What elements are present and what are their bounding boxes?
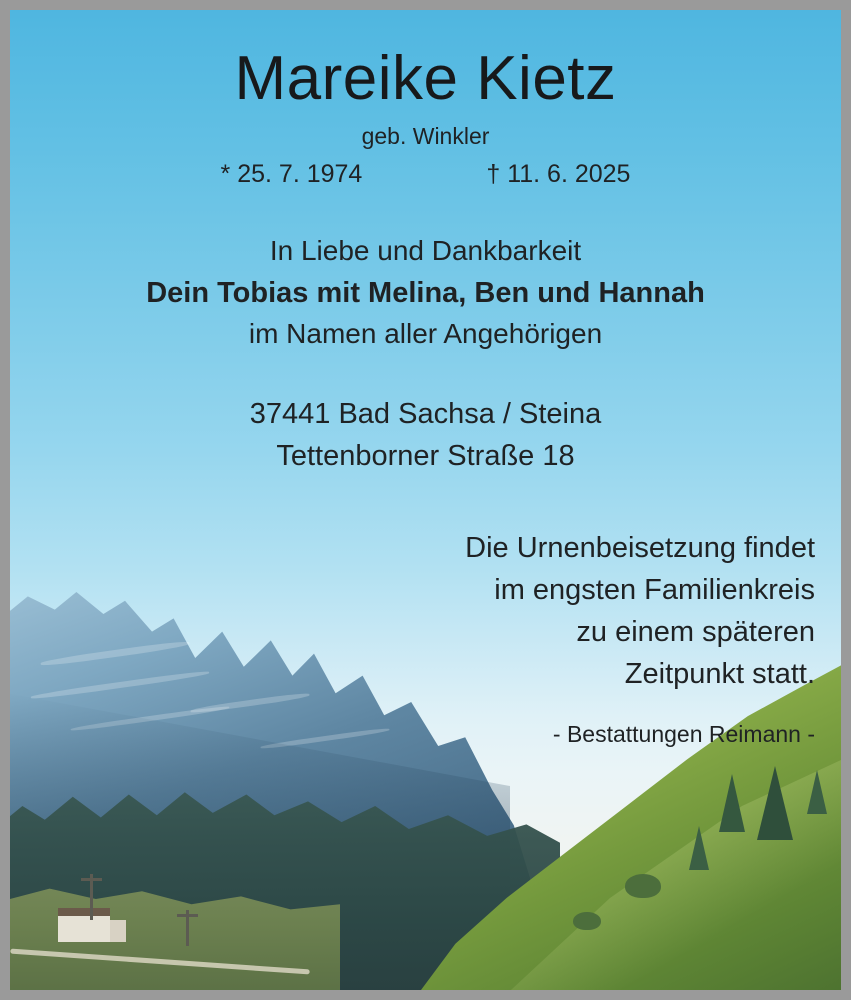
tribute-line-1: In Liebe und Dankbarkeit [269, 235, 582, 267]
funeral-line-1: Die Urnenbeisetzung findet [465, 531, 815, 564]
tribute-line-3: im Namen aller Angehörigen [248, 317, 603, 349]
death-date: † 11. 6. 2025 [486, 160, 631, 189]
tribute-line-2-family: Dein Tobias mit Melina, Ben und Hannah [146, 276, 705, 309]
tribute-block [10, 231, 841, 354]
funeral-line-2: im engsten Familienkreis [494, 573, 815, 606]
funeral-notice-block [10, 527, 841, 695]
obituary-text-layer [10, 10, 841, 990]
address-line-2: Tettenborner Straße 18 [276, 439, 575, 472]
life-dates [10, 160, 841, 189]
funeral-line-4: Zeitpunkt statt. [624, 657, 815, 690]
birth-date: * 25. 7. 1974 [220, 160, 363, 189]
maiden-name: geb. Winkler [361, 123, 490, 150]
deceased-name: Mareike Kietz [234, 44, 617, 113]
funeral-home-credit: - Bestattungen Reimann - [552, 720, 815, 747]
address-block [10, 394, 841, 476]
funeral-line-3: zu einem späteren [576, 615, 815, 648]
address-line-1: 37441 Bad Sachsa / Steina [249, 398, 602, 431]
